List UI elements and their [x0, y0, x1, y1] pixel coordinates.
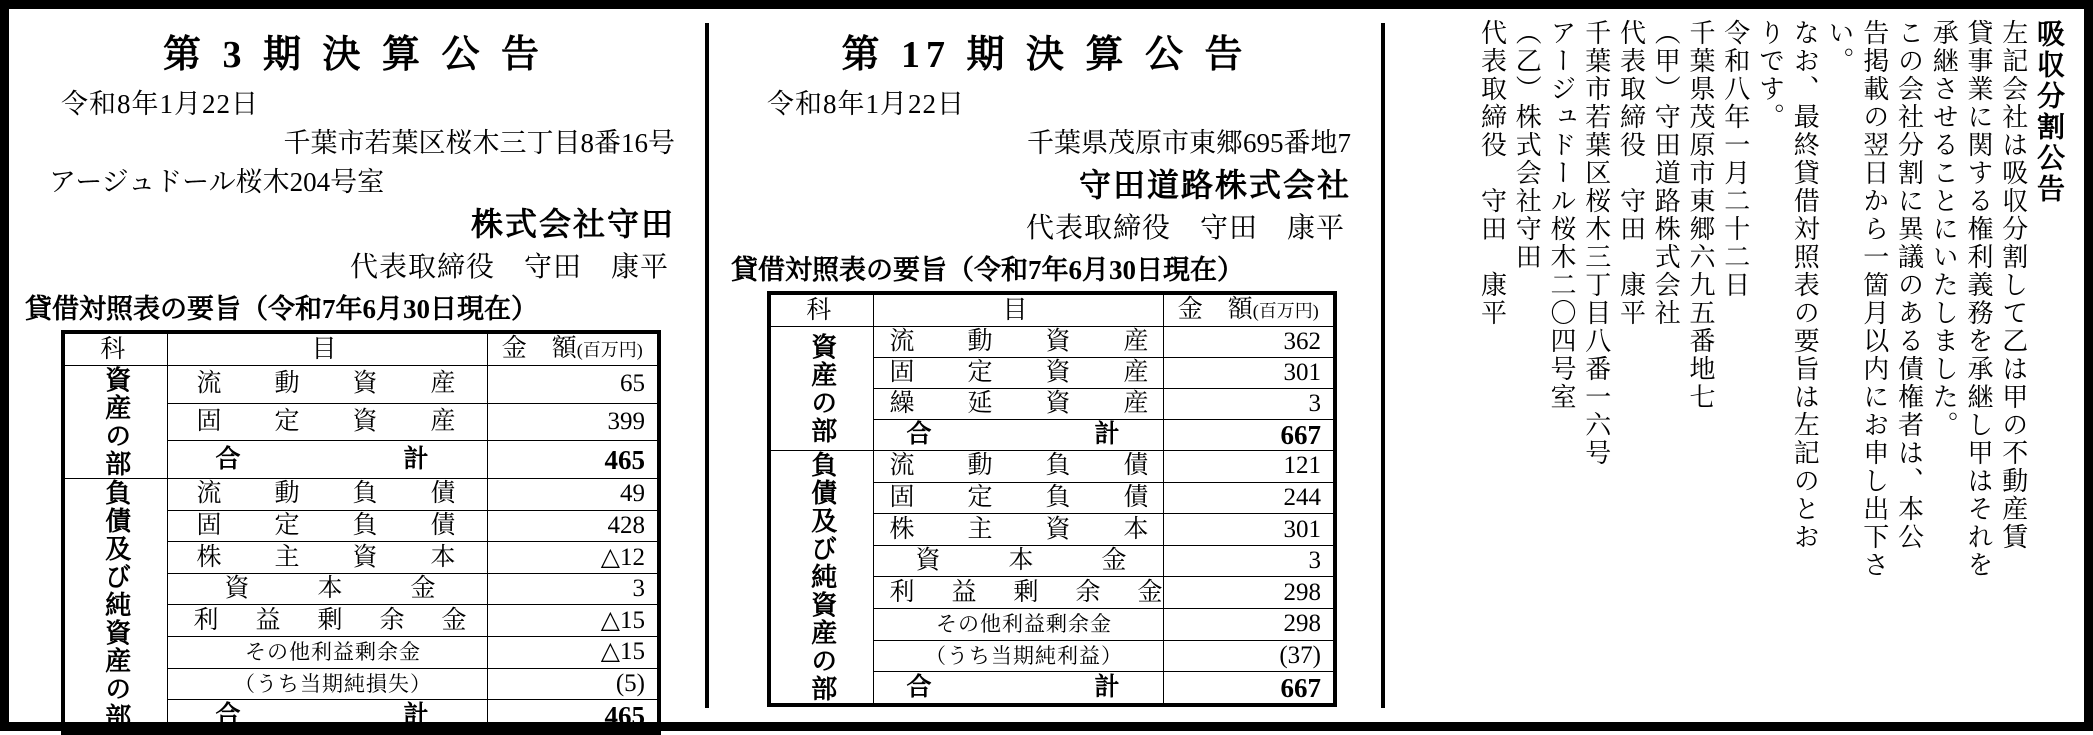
absorption-split-line-1: 左記会社は吸収分割して乙は甲の不動産賃 — [1998, 19, 2028, 551]
notice-right-address-1: 千葉県茂原市東郷695番地7 — [1027, 128, 1351, 158]
absorption-split-line-7: なお、最終貸借対照表の要旨は左記のとお — [1790, 19, 1820, 551]
row-item: 流 動 資 産 — [873, 327, 1163, 358]
row-item: （うち当期純利益） — [873, 640, 1163, 672]
row-item: 利 益 剰 余 金 — [167, 605, 487, 637]
row-item: 合 計 — [873, 672, 1163, 705]
row-item: 資 本 金 — [873, 545, 1163, 577]
row-item: 流 動 負 債 — [873, 451, 1163, 483]
header-item: 目 — [873, 293, 1163, 327]
row-item: 固 定 資 産 — [167, 403, 487, 441]
balance-sheet-left-wrap — [25, 330, 683, 735]
notice-left — [9, 9, 699, 731]
row-item: その他利益剰余金 — [167, 637, 487, 669]
notice-right-company: 守田道路株式会社 — [1078, 167, 1351, 203]
notice-left-title: 第 3 期 決 算 公 告 — [162, 34, 545, 76]
row-amount: 428 — [487, 510, 659, 542]
notice-right-bs-label: 貸借対照表の要旨 — [731, 255, 947, 285]
absorption-split-notice — [1391, 9, 2084, 722]
row-amount: (37) — [1163, 640, 1335, 672]
row-amount: 298 — [1163, 577, 1335, 609]
header-amount-unit: (百万円) — [576, 340, 643, 360]
header-amount — [487, 332, 659, 366]
row-amount: 465 — [487, 700, 659, 733]
row-item: その他利益剰余金 — [873, 609, 1163, 641]
row-amount: △15 — [487, 637, 659, 669]
absorption-split-line-3: 承継させることにいたしました。 — [1929, 19, 1959, 439]
row-item: 流 動 負 債 — [167, 479, 487, 511]
balance-sheet-left — [61, 330, 661, 735]
assets-section-label-text: 資産の部 — [807, 332, 837, 445]
party-a-address: 千葉県茂原市東郷六九五番地七 — [1685, 19, 1715, 411]
notice-right-bs-heading — [731, 248, 1359, 287]
row-item: 合 計 — [873, 420, 1163, 451]
row-amount: 49 — [487, 479, 659, 511]
table-header-row — [63, 332, 659, 366]
party-a-company: （甲）守田道路株式会社 — [1651, 19, 1681, 327]
absorption-split-line-8: りです。 — [1755, 19, 1785, 131]
notice-right-date: 令和8年1月22日 — [767, 89, 965, 119]
row-amount: 465 — [487, 441, 659, 479]
header-amount-unit: (百万円) — [1252, 301, 1319, 321]
table-header-row — [769, 293, 1335, 327]
party-b-company: （乙）株式会社守田 — [1512, 19, 1542, 271]
table-row — [769, 451, 1335, 483]
row-item: 合 計 — [167, 700, 487, 733]
row-amount: 301 — [1163, 358, 1335, 389]
row-amount: 121 — [1163, 451, 1335, 483]
absorption-split-line-4: この会社分割に異議のある債権者は、本公 — [1894, 19, 1924, 551]
notice-right-bs-date: （令和7年6月30日現在） — [947, 255, 1244, 285]
row-amount: 301 — [1163, 514, 1335, 546]
row-amount: 3 — [1163, 389, 1335, 420]
notice-left-address-1: 千葉市若葉区桜木三丁目8番16号 — [283, 128, 675, 158]
notice-right — [715, 9, 1375, 722]
row-amount: 244 — [1163, 482, 1335, 514]
row-item: 資 本 金 — [167, 573, 487, 605]
absorption-split-line-2: 貸事業に関する権利義務を承継し甲はそれを — [1963, 19, 1993, 579]
balance-sheet-right — [767, 291, 1337, 707]
party-b-address-2: アージュドール桜木二〇四号室 — [1546, 19, 1576, 411]
absorption-split-date: 令和八年一月二十二日 — [1720, 19, 1750, 299]
notice-right-title: 第 17 期 決 算 公 告 — [841, 34, 1249, 76]
liabilities-section-label — [769, 451, 873, 706]
row-item: 固 定 負 債 — [873, 482, 1163, 514]
row-item: 固 定 負 債 — [167, 510, 487, 542]
absorption-split-line-5: 告掲載の翌日から一箇月以内にお申し出下さ — [1859, 19, 1889, 579]
notice-right-representative: 代表取締役 守田 康平 — [1025, 213, 1345, 244]
party-a-representative: 代表取締役 守田 康平 — [1616, 19, 1646, 327]
row-amount: 667 — [1163, 420, 1335, 451]
vertical-divider-1 — [705, 23, 709, 708]
row-amount: 3 — [1163, 545, 1335, 577]
header-amount-label: 金 額 — [501, 335, 577, 362]
row-amount: △12 — [487, 542, 659, 574]
row-item: 利 益 剰 余 金 — [873, 577, 1163, 609]
table-row — [769, 327, 1335, 358]
table-row — [63, 479, 659, 511]
row-item: 繰 延 資 産 — [873, 389, 1163, 420]
liabilities-section-label-text: 負債及び純資産の部 — [807, 451, 837, 703]
party-b-representative: 代表取締役 守田 康平 — [1477, 19, 1507, 327]
notice-left-company: 株式会社守田 — [470, 206, 675, 242]
row-amount: 667 — [1163, 672, 1335, 705]
row-item: 合 計 — [167, 441, 487, 479]
notice-left-date: 令和8年1月22日 — [61, 89, 259, 119]
liabilities-section-label-text: 負債及び純資産の部 — [101, 479, 131, 731]
header-amount-label: 金 額 — [1177, 296, 1253, 323]
notice-left-bs-label: 貸借対照表の要旨 — [25, 294, 241, 324]
row-amount: (5) — [487, 668, 659, 700]
header-category: 科 — [63, 332, 167, 366]
assets-section-label — [63, 366, 167, 479]
vertical-divider-2 — [1381, 23, 1385, 708]
liabilities-section-label — [63, 479, 167, 734]
header-amount — [1163, 293, 1335, 327]
absorption-split-title: 吸収分割公告 — [2033, 19, 2064, 205]
row-amount: 362 — [1163, 327, 1335, 358]
row-item: （うち当期純損失） — [167, 668, 487, 700]
header-item: 目 — [167, 332, 487, 366]
notice-left-bs-date: （令和7年6月30日現在） — [241, 294, 538, 324]
notice-left-representative: 代表取締役 守田 康平 — [349, 252, 669, 283]
notice-left-bs-heading — [25, 287, 683, 326]
table-row — [63, 366, 659, 404]
row-item: 流 動 資 産 — [167, 366, 487, 404]
absorption-split-line-6: い。 — [1824, 19, 1854, 75]
row-item: 株 主 資 本 — [873, 514, 1163, 546]
row-amount: 298 — [1163, 609, 1335, 641]
row-amount: 65 — [487, 366, 659, 404]
balance-sheet-right-wrap — [731, 291, 1359, 707]
assets-section-label — [769, 327, 873, 451]
notice-left-address-2: アージュドール桜木204号室 — [49, 167, 385, 197]
row-item: 株 主 資 本 — [167, 542, 487, 574]
party-b-address-1: 千葉市若葉区桜木三丁目八番一六号 — [1581, 19, 1611, 467]
row-amount: △15 — [487, 605, 659, 637]
assets-section-label-text: 資産の部 — [101, 366, 131, 478]
header-category: 科 — [769, 293, 873, 327]
row-item: 固 定 資 産 — [873, 358, 1163, 389]
row-amount: 3 — [487, 573, 659, 605]
row-amount: 399 — [487, 403, 659, 441]
